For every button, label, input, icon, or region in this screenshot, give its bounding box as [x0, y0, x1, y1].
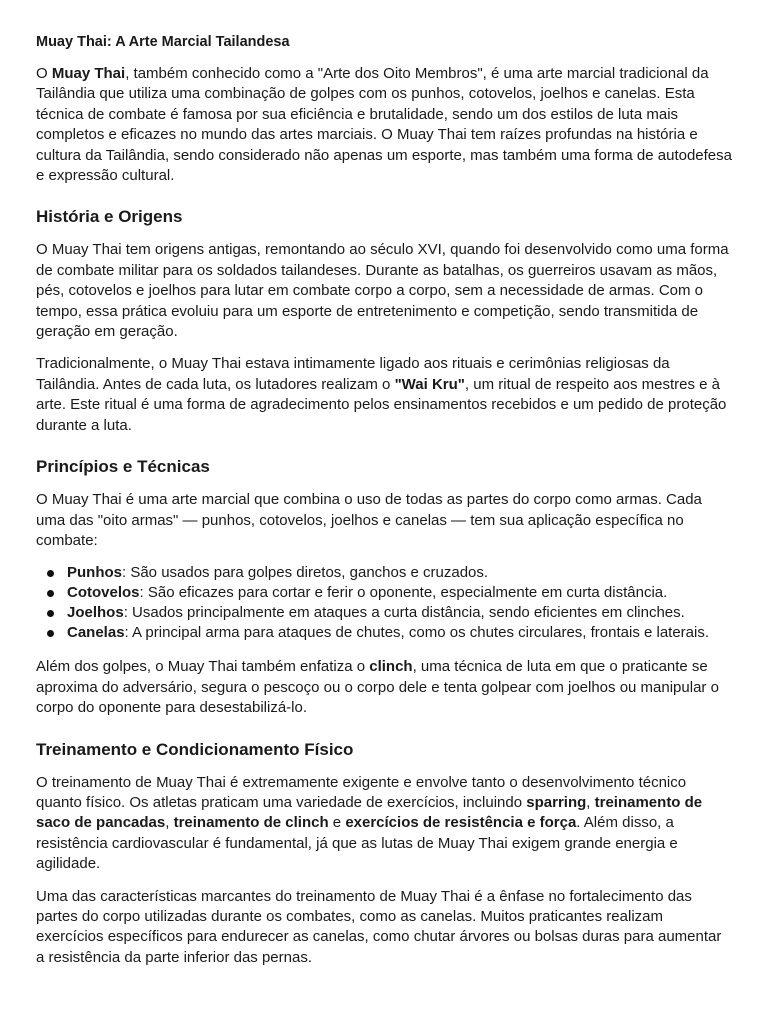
- training-heading: Treinamento e Condicionamento Físico: [36, 739, 354, 759]
- list-item-desc: : São eficazes para cortar e ferir o oponente, especialmente em curta distância.: [139, 584, 668, 602]
- principles-p2-text-0: Além dos golpes, o Muay Thai também enfatiza o: [36, 658, 370, 676]
- intro-paragraph: [36, 64, 732, 186]
- list-item: [36, 583, 732, 603]
- list-item-desc: : Usados principalmente em ataques a curta distância, sendo eficientes em clinches.: [123, 604, 685, 622]
- history-heading: História e Origens: [36, 207, 183, 227]
- training-p1-text-1: ,: [586, 793, 595, 811]
- history-paragraph-1: O Muay Thai tem origens antigas, remontando ao século XVI, quando foi desenvolvido como uma forma de combate militar para os soldados tailandeses. Durante as batalhas, os guerreiros usavam as mãos, pés, cotovelos e joelhos para lutar em combate corpo a corpo, sem a necessidade de armas. Com o tempo, essa prática evoluiu para um esporte de entretenimento e competição, sendo transmitida de geração em geração.: [36, 241, 729, 341]
- bullet-icon: [47, 610, 54, 617]
- bullet-icon: [47, 590, 54, 597]
- list-item-desc: : São usados para golpes diretos, ganchos e cruzados.: [122, 564, 489, 582]
- list-item-term: Punhos: [67, 564, 122, 582]
- intro-bold-term: Muay Thai: [51, 65, 126, 82]
- training-paragraph-1: [36, 773, 732, 875]
- training-paragraph-2: Uma das características marcantes do treinamento de Muay Thai é a ênfase no fortalecimento das partes do corpo utilizadas durante os combates, como as canelas. Muitos praticantes realizam exercícios específicos para endurecer as canelas, como chutar árvores ou bolsas duras para aumentar a resistência da parte inferior das pernas.: [36, 887, 722, 966]
- principles-p2-text-1: , uma técnica de luta em que o praticante se aproxima do adversário, segura o pescoço ou o corpo dele e tenta golpear com joelhos ou manipular o corpo do oponente para desestabilizá-lo.: [36, 658, 719, 717]
- intro-text-0: O: [36, 65, 52, 82]
- list-item-desc: : A principal arma para ataques de chutes, como os chutes circulares, frontais e laterais.: [124, 624, 710, 642]
- clinch-term: clinch: [369, 658, 413, 676]
- weapons-list: [36, 563, 732, 643]
- wai-kru-term: "Wai Kru": [394, 375, 465, 393]
- principles-heading: Princípios e Técnicas: [36, 457, 210, 477]
- list-item-term: Canelas: [67, 624, 125, 642]
- strength-exercises-term: exercícios de resistência e força: [345, 814, 577, 832]
- bullet-icon: [47, 570, 54, 577]
- principles-paragraph-2: [36, 657, 732, 718]
- list-item-term: Joelhos: [67, 604, 124, 622]
- sparring-term: sparring: [526, 793, 587, 811]
- training-p1-text-4: . Além disso, a resistência cardiovascular é fundamental, já que as lutas de Muay Thai exigem grande energia e agilidade.: [36, 814, 678, 873]
- list-item-term: Cotovelos: [67, 584, 140, 602]
- training-p1-text-2: ,: [165, 814, 174, 832]
- list-item: [36, 623, 732, 643]
- training-p1-text-3: e: [328, 814, 346, 832]
- training-p1-text-0: O treinamento de Muay Thai é extremamente exigente e envolve tanto o desenvolvimento técnico quanto físico. Os atletas praticam uma variedade de exercícios, incluindo: [36, 773, 687, 811]
- clinch-training-term: treinamento de clinch: [173, 814, 329, 832]
- principles-paragraph-1: O Muay Thai é uma arte marcial que combina o uso de todas as partes do corpo como armas. Cada uma das "oito armas" — punhos, cotovelos, joelhos e canelas — tem sua aplicação específica no combate:: [36, 491, 702, 549]
- list-item: [36, 563, 732, 583]
- list-item: [36, 603, 732, 623]
- document-title: Muay Thai: A Arte Marcial Tailandesa: [36, 34, 290, 50]
- history-p2-text-1: , um ritual de respeito aos mestres e à arte. Este ritual é uma forma de agradecimento pelos ensinamentos recebidos e um pedido de proteção durante a luta.: [36, 375, 727, 434]
- bullet-icon: [47, 630, 54, 637]
- intro-text-1: , também conhecido como a "Arte dos Oito Membros", é uma arte marcial tradicional da Tailândia que utiliza uma combinação de golpes com os punhos, cotovelos, joelhos e canelas. Esta técnica de combate é famosa por sua eficiência e brutalidade, sendo um dos estilos de luta mais completos e eficazes no mundo das artes marciais. O Muay Thai tem raízes profundas na história e cultura da Tailândia, sendo considerado não apenas um esporte, mas também uma forma de autodefesa e expressão cultural.: [36, 65, 732, 185]
- history-p2-text-0: Tradicionalmente, o Muay Thai estava intimamente ligado aos rituais e cerimônias religiosas da Tailândia. Antes de cada luta, os lutadores realizam o: [36, 355, 670, 393]
- history-paragraph-2: [36, 354, 732, 436]
- bag-training-term: treinamento de saco de pancadas: [36, 793, 703, 832]
